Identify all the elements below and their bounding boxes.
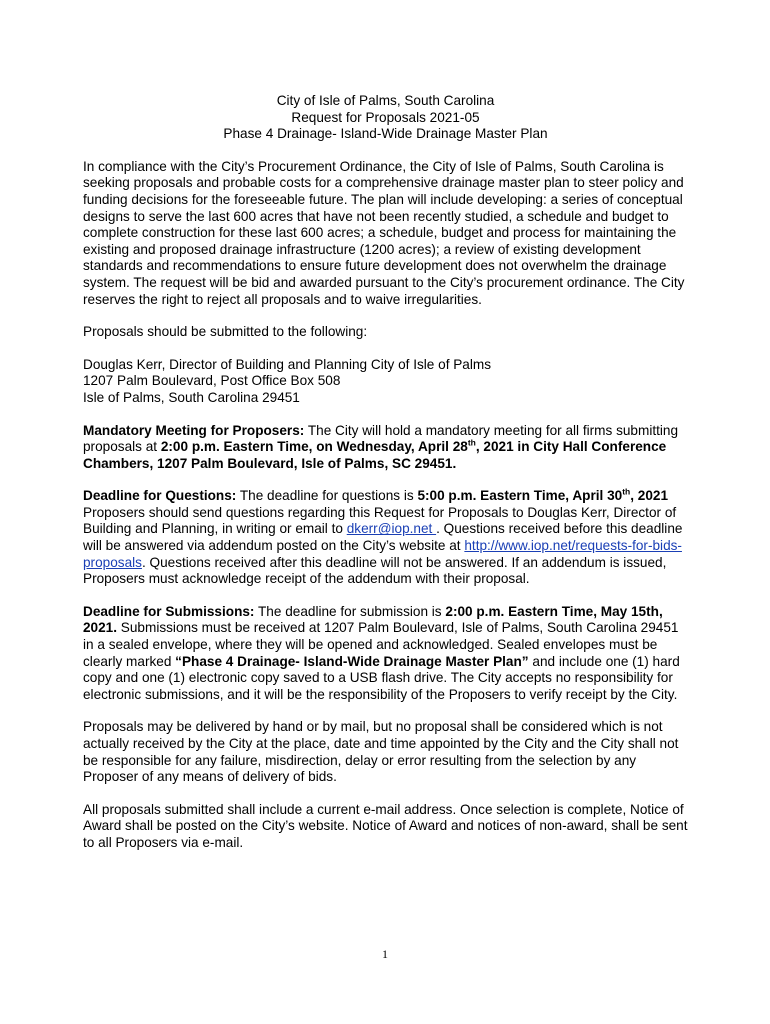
submissions-deadline-time: 2:00 p.m. Eastern Time, May 15th, 2021. xyxy=(83,603,663,636)
mandatory-meeting-label: Mandatory Meeting for Proposers: xyxy=(83,422,305,438)
page-number: 1 xyxy=(382,947,388,961)
ordinal-suffix: th xyxy=(467,437,476,448)
header-rfp-number: Request for Proposals 2021-05 xyxy=(291,109,480,125)
submission-address xyxy=(83,357,688,407)
questions-deadline-paragraph: Deadline for Questions: The deadline for questions is 5:00 p.m. Eastern Time, April 30th, 2021 Proposers should send questions regarding this Request for Proposals to Douglas Kerr, Director of Building and Planning, in writing or email to dkerr@iop.net . Questions received before this deadline will be answered via addendum posted on the City’s website at http://www.iop.net/requests-for-bids-proposals. Questions received after this deadline will not be answered. If an addendum is issued, Proposers must acknowledge receipt of the addendum with their proposal. xyxy=(83,486,683,587)
mandatory-meeting-time: 2:00 p.m. Eastern Time, on Wednesday, April 28th, 2021 in City Hall Conference Chambers, 1207 Palm Boulevard, Isle of Palms, SC 29451. xyxy=(83,437,667,471)
intro-paragraph: In compliance with the City’s Procurement Ordinance, the City of Isle of Palms, South Carolina is seeking proposals and probable costs for a comprehensive drainage master plan to steer policy and funding decisions for the foreseeable future. The plan will include developing: a series of conceptual designs to serve the last 600 acres that have not been recently studied, a schedule and budget to complete construction for these last 600 acres; a schedule, budget and process for maintaining the existing and proposed drainage infrastructure (1200 acres); a review of existing development standards and recommendations to ensure future development does not overwhelm the drainage system. The request will be bid and awarded pursuant to the City’s procurement ordinance. The City reserves the right to reject all proposals and to waive irregularities. xyxy=(83,158,685,307)
questions-deadline-time: 5:00 p.m. Eastern Time, April 30th, 2021 xyxy=(417,486,669,504)
ordinal-suffix: th xyxy=(622,486,631,497)
submissions-deadline-label: Deadline for Submissions: xyxy=(83,603,255,619)
mandatory-meeting-paragraph xyxy=(83,423,688,473)
email-link[interactable]: dkerr@iop.net xyxy=(346,521,437,537)
header-city: City of Isle of Palms, South Carolina xyxy=(276,93,495,108)
submit-to-paragraph: Proposals should be submitted to the following: xyxy=(83,324,368,340)
header-project-title: Phase 4 Drainage- Island-Wide Drainage Master Plan xyxy=(223,126,548,142)
document-header xyxy=(83,93,688,143)
delivery-paragraph: Proposals may be delivered by hand or by mail, but no proposal shall be considered which is not actually received by the City at the place, date and time appointed by the City and the City shall not be responsible for any failure, misdirection, delay or error resulting from the selection by any Proposer of any means of delivery of bids. xyxy=(83,719,679,785)
document-body xyxy=(83,93,688,852)
address-line-2: 1207 Palm Boulevard, Post Office Box 508 xyxy=(83,373,341,389)
website-link[interactable]: http://www.iop.net/requests-for-bids-proposals xyxy=(83,538,682,570)
envelope-marking: “Phase 4 Drainage- Island-Wide Drainage Master Plan” xyxy=(175,653,529,669)
award-paragraph: All proposals submitted shall include a current e-mail address. Once selection is complete, Notice of Award shall be posted on the City’s website. Notice of Award and notices of non-award, shall be sent to all Proposers via e-mail. xyxy=(83,801,688,850)
address-line-3: Isle of Palms, South Carolina 29451 xyxy=(83,389,300,405)
questions-deadline-label: Deadline for Questions: xyxy=(83,488,237,504)
submissions-deadline-paragraph: Deadline for Submissions: The deadline for submission is 2:00 p.m. Eastern Time, May 15th, 2021. Submissions must be received at 1207 Palm Boulevard, Isle of Palms, South Carolina 29451 in a sealed envelope, where they will be opened and acknowledged. Sealed envelopes must be clearly marked “Phase 4 Drainage- Island-Wide Drainage Master Plan” and include one (1) hard copy and one (1) electronic copy saved to a USB flash drive. The City accepts no responsibility for electronic submissions, and it will be the responsibility of the Proposers to verify receipt by the City. xyxy=(83,603,680,702)
mandatory-meeting-text: The City will hold a mandatory meeting for all firms submitting proposals at xyxy=(83,422,679,455)
address-line-1: Douglas Kerr, Director of Building and Planning City of Isle of Palms xyxy=(83,356,492,372)
